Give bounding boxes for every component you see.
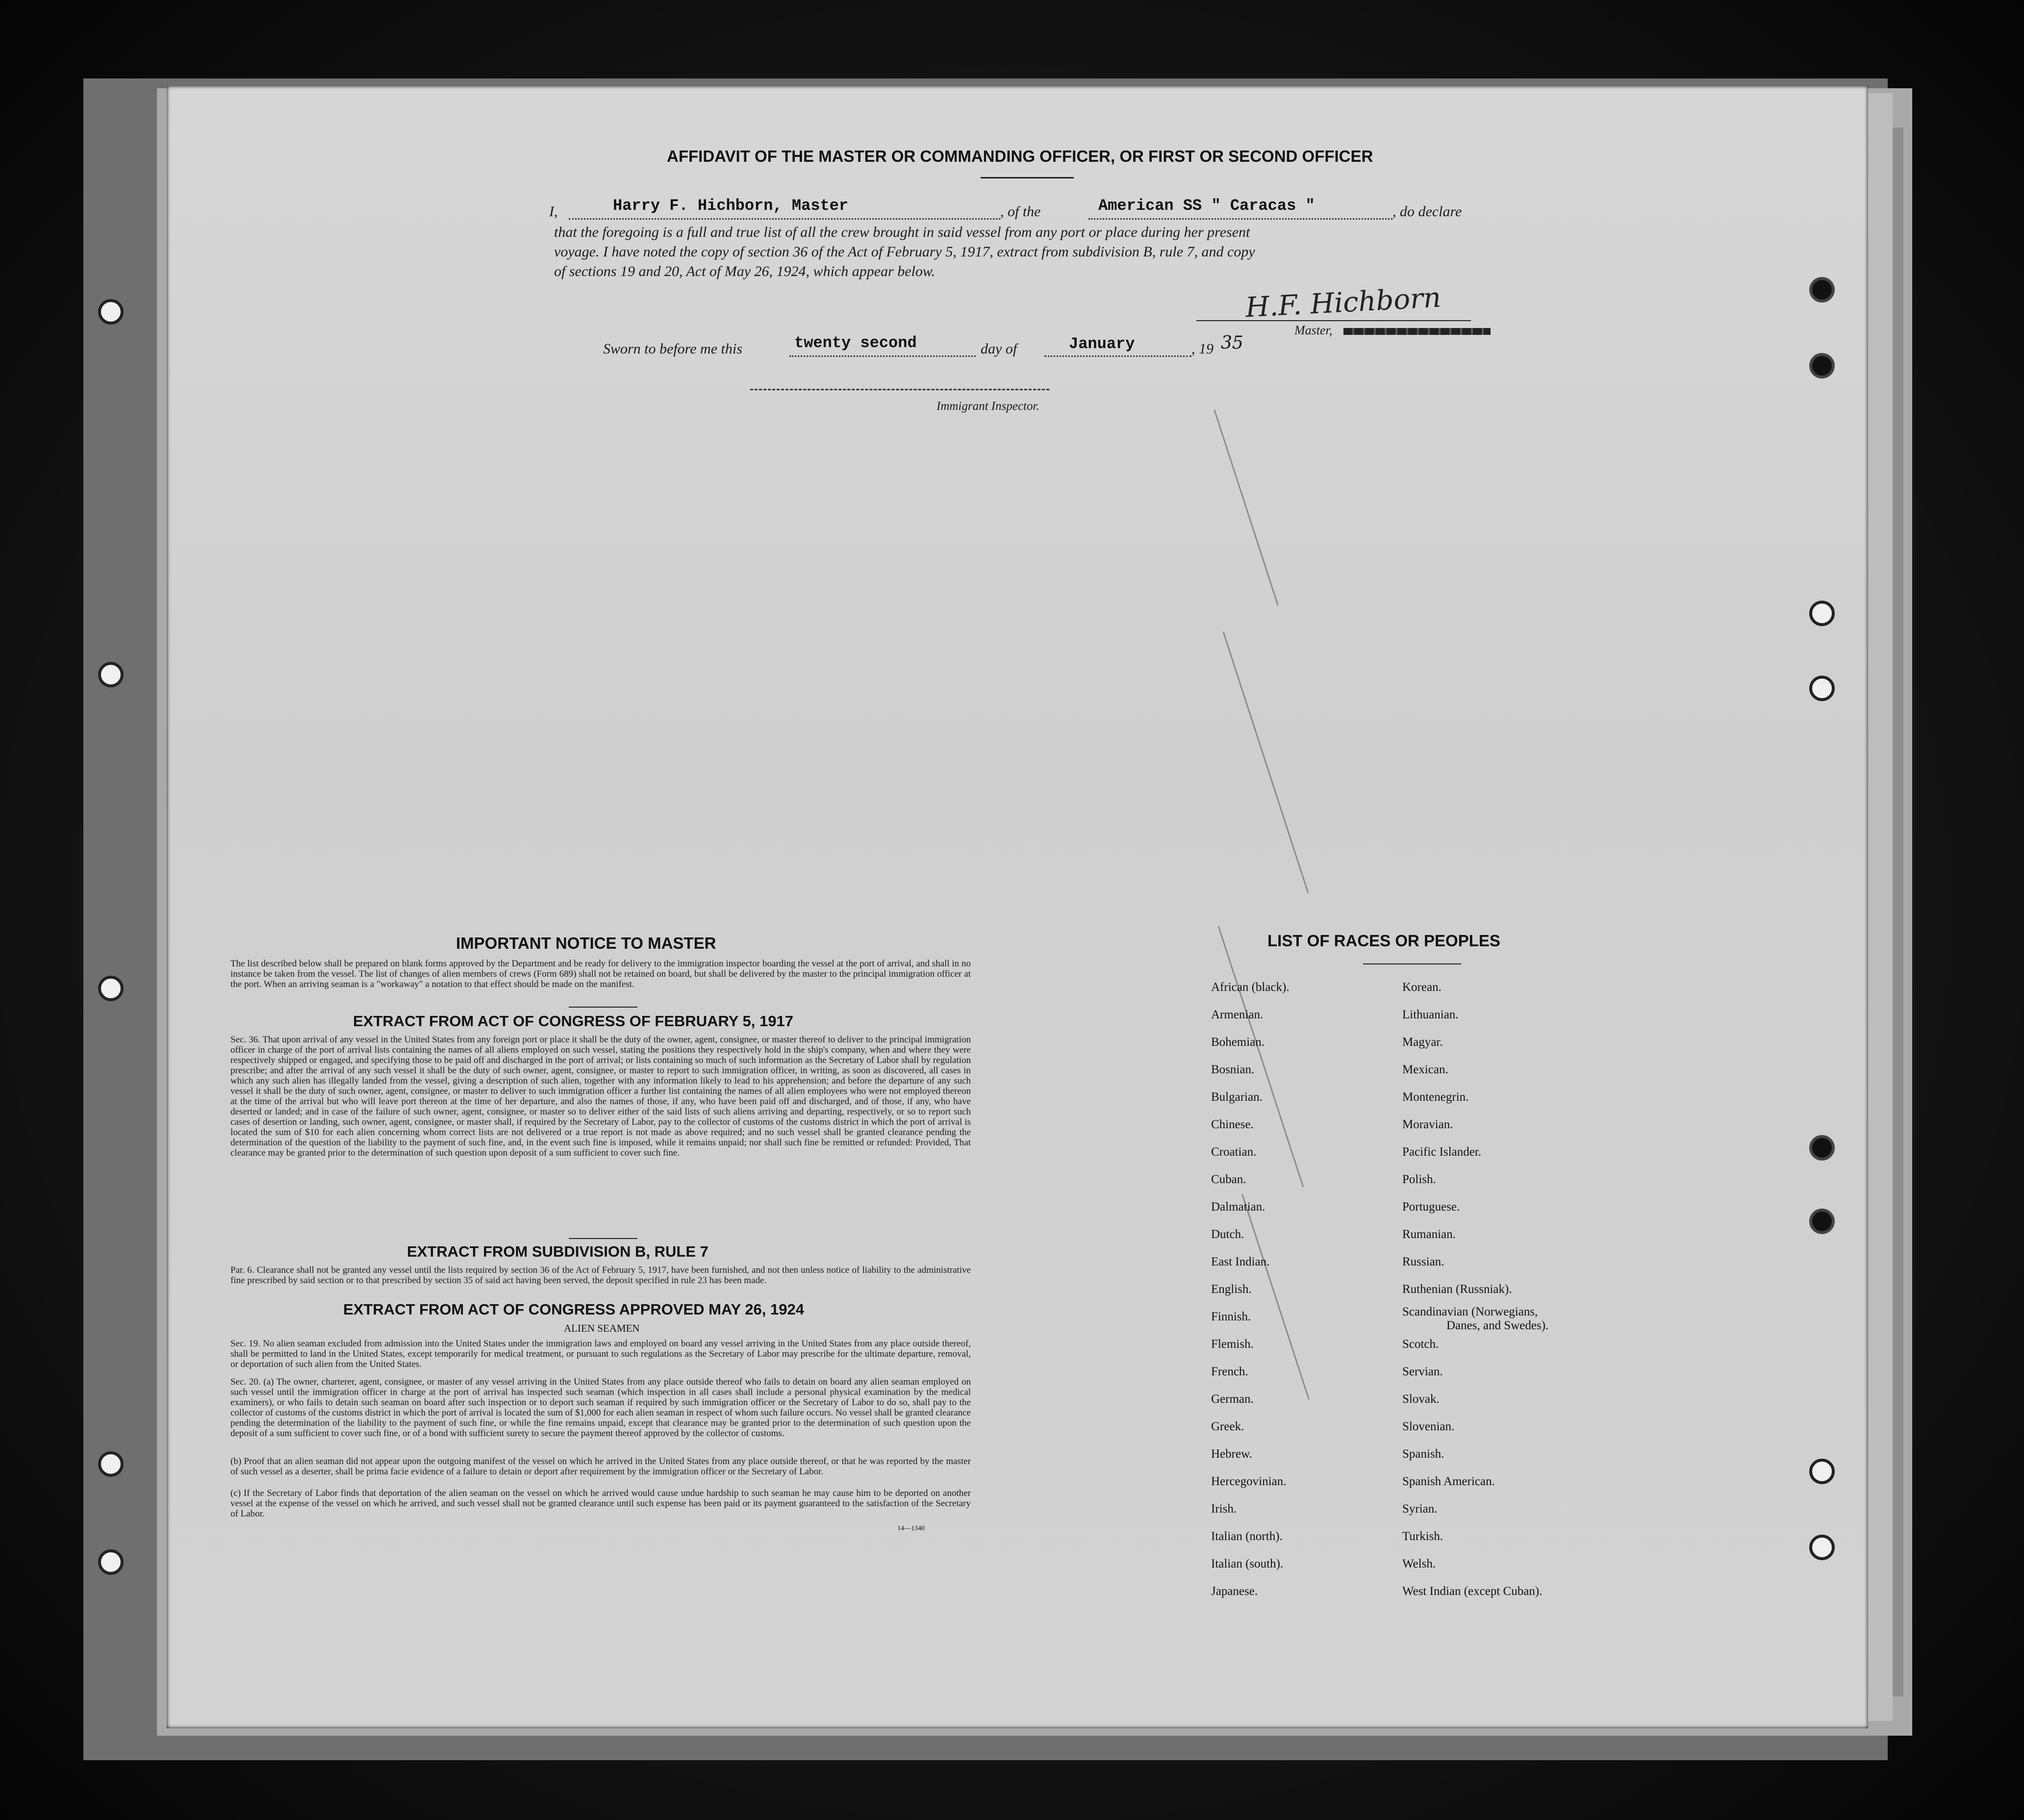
affidavit-i: I,: [549, 203, 558, 220]
punch-hole-icon: [1809, 353, 1835, 379]
master-label: Master,: [1294, 323, 1333, 337]
race-item-continued: Danes, and Swedes).: [1446, 1319, 1549, 1332]
affidavit-line-2: that the foregoing is a full and true list of all the crew brought in said vessel from any port or place during her present: [554, 224, 1250, 240]
extract-1924-title: EXTRACT FROM ACT OF CONGRESS APPROVED MAY 26, 1924: [343, 1301, 804, 1318]
month-line: [1044, 355, 1191, 357]
race-item: Greek.: [1211, 1420, 1244, 1433]
race-item: Dalmatian.: [1211, 1200, 1265, 1213]
extract-rule7-title: EXTRACT FROM SUBDIVISION B, RULE 7: [407, 1243, 708, 1260]
race-item: Ruthenian (Russniak).: [1402, 1283, 1512, 1296]
race-item: English.: [1211, 1283, 1252, 1296]
title-underline: [981, 177, 1074, 178]
extract-rule7-text: Par. 6. Clearance shall not be granted any vessel until the lists required by section 36 of the Act of February 5, 1917, have been furnished, and not then unless notice of liability to the administrative fine prescribed by said section or to that prescribed by section 35 of said act having been served, the deposit specified in rule 23 has been made.: [230, 1265, 971, 1286]
affidavit-line-3: voyage. I have noted the copy of section 36 of the Act of February 5, 1917, extract from subdivision B, rule 7, and copy: [554, 244, 1255, 260]
master-name-value: Harry F. Hichborn, Master: [613, 197, 849, 215]
race-item: Italian (north).: [1211, 1530, 1283, 1543]
race-item: German.: [1211, 1392, 1254, 1406]
race-item: Servian.: [1402, 1365, 1443, 1378]
inspector-label: Immigrant Inspector.: [936, 400, 1039, 413]
race-item: Flemish.: [1211, 1338, 1254, 1351]
races-underline: [1363, 963, 1461, 964]
punch-hole-icon: [98, 976, 124, 1001]
year-value: 35: [1221, 333, 1243, 353]
race-item: Chinese.: [1211, 1118, 1254, 1131]
race-item: Portuguese.: [1402, 1200, 1460, 1213]
of-the-label: , of the: [1000, 203, 1041, 220]
race-item: Cuban.: [1211, 1173, 1246, 1186]
race-item: Pacific Islander.: [1402, 1145, 1482, 1159]
race-item: Syrian.: [1402, 1502, 1438, 1516]
sworn-day-value: twenty second: [794, 334, 917, 352]
extract-1917-text: Sec. 36. That upon arrival of any vessel in the United States from any foreign port or place it shall be the duty of the owner, agent, consignee, or master thereof to deliver to the principal immigration officer in charge of the port of arrival lists containing the names of all aliens employed on such vessel, stating the positions they respectively hold in the ship's company, when and where they were respectively shipped or engaged, and specifying those to be paid off and discharged in the port of arrival; or lists containing so much of such information as the Secretary of Labor shall by regulation prescribe; and after the arrival of any such vessel it shall be the duty of such owner, agent, consignee, or master to report to such immigration officer, in writing, as soon as discovered, all cases in which any such alien has illegally landed from the vessel, giving a description of such alien, together with any information likely to lead to his apprehension; and before the departure of any such vessel it shall be the duty of such owner, agent, consignee, or master to deliver to such immigration officer a further list containing the names of all alien employees who were not employed thereon at the time of the arrival but who will leave port thereon at the time of her departure, and also the names of those, if any, who have been paid off and discharged, and of those, if any, who have deserted or landed; and in case of the failure of such owner, agent, consignee, or master so to deliver either of the said lists of such aliens arriving and departing, respectively, or so to report such cases of desertion or landing, such owner, agent, consignee, or master shall, if required by the Secretary of Labor, pay to the collector of customs of the customs district in which the port of arrival is located the sum of $10 for each alien concerning whom correct lists are not delivered or a true report is not made as above required; and no such vessel shall be granted clearance pending the determination of the question of the liability to the payment of such fine, and, in the event such fine is imposed, while it remains unpaid; nor shall such fine be remitted or refunded: Provided, That clearance may be granted prior to the determination of such question upon deposit of a sum sufficient to cover such fine.: [230, 1035, 971, 1158]
master-signature: H.F. Hichborn: [1244, 281, 1442, 324]
race-item: Montenegrin.: [1402, 1090, 1469, 1104]
affidavit-line-4: of sections 19 and 20, Act of May 26, 1924, which appear below.: [554, 263, 936, 279]
affidavit-title: AFFIDAVIT OF THE MASTER OR COMMANDING OFFICER, OR FIRST OR SECOND OFFICER: [667, 147, 1373, 165]
pencil-mark: [1241, 1194, 1310, 1399]
race-item: Korean.: [1402, 981, 1442, 994]
race-item: French.: [1211, 1365, 1248, 1378]
sec-20a-text: Sec. 20. (a) The owner, charterer, agent, consignee, or master of any vessel arriving in the United States from any place outside thereof who fails to detain on board any alien seaman employed on such vessel until the immigration officer in charge at the port of arrival has inspected such seaman (which inspection in all cases shall include a personal physical examination by the medical examiners), or who fails to detain such seaman on board after such inspection or to deport such seaman if required by such immigration officer or the Secretary of Labor to do so, shall pay to the collector of customs of the customs district in which the port of arrival is located the sum of $1,000 for each alien seaman in respect of whom such failure occurs. No vessel shall be granted clearance pending the determination of the liability to the payment of such fine, or while the fine remains unpaid, except that clearance may be granted prior to the determination of such question upon the deposit of a sum sufficient to cover such fine, or of a bond with sufficient surety to secure the payment thereof approved by the collector of customs.: [230, 1377, 971, 1439]
extract-1924-subtitle: ALIEN SEAMEN: [564, 1322, 640, 1334]
race-item: Slovak.: [1402, 1392, 1440, 1406]
sworn-month-value: January: [1069, 335, 1135, 353]
race-item: Japanese.: [1211, 1585, 1258, 1598]
sec-19-text: Sec. 19. No alien seaman excluded from admission into the United States under the immigration laws and employed on board any vessel arriving in the United States from any place outside thereof, shall be permitted to land in the United States, except temporarily for medical treatment, or pursuant to such regulations as the Secretary of Labor may prescribe for the ultimate departure, removal, or deportation of such alien from the United States.: [230, 1339, 971, 1369]
notice-text: The list described below shall be prepared on blank forms approved by the Department and be ready for delivery to the immigration inspector boarding the vessel at the port of arrival, and shall in no instance be taken from the vessel. The list of changes of alien members of crews (Form 689) shall not be retained on board, but shall be delivered by the master to the principal immigration officer at the port. When an arriving seaman is a "workaway" a notation to that effect should be made on the manifest.: [230, 959, 971, 989]
sworn-label: Sworn to before me this: [603, 341, 742, 357]
race-item: Russian.: [1402, 1255, 1444, 1268]
manifest-page: [167, 86, 1868, 1728]
race-item: Magyar.: [1402, 1036, 1443, 1049]
race-item: East Indian.: [1211, 1255, 1270, 1268]
page-edge: [1868, 93, 1893, 1721]
punch-hole-icon: [1809, 601, 1835, 626]
punch-hole-icon: [98, 1549, 124, 1575]
punch-hole-icon: [1809, 277, 1835, 303]
race-item: Scotch.: [1402, 1338, 1439, 1351]
race-item: Mexican.: [1402, 1063, 1448, 1076]
sec-20c-text: (c) If the Secretary of Labor finds that deportation of the alien seaman on the vessel on which he arrived would cause undue hardship to such seaman he may cause him to be deported on another vessel at the expense of the vessel on which he arrived, and such vessel shall not be granted clearance until such expense has been paid or its payment guaranteed to the satisfaction of the Secretary of Labor.: [230, 1488, 971, 1519]
race-item: Spanish American.: [1402, 1475, 1495, 1488]
punch-hole-icon: [98, 662, 124, 687]
vessel-value: American SS " Caracas ": [1098, 197, 1315, 215]
race-item: Italian (south).: [1211, 1557, 1284, 1570]
race-item: Bosnian.: [1211, 1063, 1255, 1076]
punch-hole-icon: [1809, 1535, 1835, 1560]
race-item: Dutch.: [1211, 1228, 1244, 1241]
race-item: Hebrew.: [1211, 1447, 1252, 1461]
race-item: Finnish.: [1211, 1310, 1251, 1323]
inspector-signature-line: [750, 389, 1049, 390]
punch-hole-icon: [1809, 1459, 1835, 1484]
extract-1917-title: EXTRACT FROM ACT OF CONGRESS OF FEBRUARY 5, 1917: [353, 1012, 793, 1030]
vessel-line: [1088, 218, 1392, 220]
pencil-mark: [1223, 632, 1309, 893]
extract-1917-divider: [569, 1238, 637, 1239]
struck-out-title: [1343, 328, 1491, 335]
race-item: African (black).: [1211, 981, 1290, 994]
punch-hole-icon: [1809, 1209, 1835, 1234]
race-item: Lithuanian.: [1402, 1008, 1459, 1021]
year-prefix: , 19: [1191, 341, 1214, 357]
race-item: Croatian.: [1211, 1145, 1257, 1159]
pencil-mark: [1214, 409, 1279, 606]
race-item: Moravian.: [1402, 1118, 1453, 1131]
race-item: Bulgarian.: [1211, 1090, 1263, 1104]
races-title: LIST OF RACES OR PEOPLES: [1267, 932, 1500, 950]
page-edge-shadow: [1893, 127, 1903, 1696]
race-item: Bohemian.: [1211, 1036, 1265, 1049]
form-number: 14—1340: [897, 1525, 925, 1532]
punch-hole-icon: [1809, 676, 1835, 701]
punch-hole-icon: [1809, 1135, 1835, 1161]
signature-line: [1196, 320, 1471, 321]
race-item: Spanish.: [1402, 1447, 1444, 1461]
race-item: West Indian (except Cuban).: [1402, 1585, 1543, 1598]
race-item: Hercegovinian.: [1211, 1475, 1287, 1488]
notice-divider: [569, 1007, 637, 1008]
race-item: Turkish.: [1402, 1530, 1443, 1543]
punch-hole-icon: [98, 1451, 124, 1477]
race-item: Irish.: [1211, 1502, 1237, 1516]
punch-hole-icon: [98, 299, 124, 325]
day-line: [789, 355, 976, 357]
do-declare-label: , do declare: [1392, 203, 1462, 220]
name-line: [569, 218, 1000, 220]
race-item: Rumanian.: [1402, 1228, 1456, 1241]
race-item: Armenian.: [1211, 1008, 1264, 1021]
sec-20b-text: (b) Proof that an alien seaman did not appear upon the outgoing manifest of the vessel on which he arrived in the United States from any place outside thereof, or that he was reported by the master of such vessel as a deserter, shall be prima facie evidence of a failure to detain or deport after requirement by the immigration officer or the Secretary of Labor.: [230, 1456, 971, 1477]
day-of-label: day of: [981, 341, 1017, 357]
race-item: Welsh.: [1402, 1557, 1436, 1570]
race-item: Scandinavian (Norwegians,: [1402, 1305, 1538, 1318]
notice-title: IMPORTANT NOTICE TO MASTER: [456, 934, 716, 952]
race-item: Polish.: [1402, 1173, 1436, 1186]
race-item: Slovenian.: [1402, 1420, 1455, 1433]
